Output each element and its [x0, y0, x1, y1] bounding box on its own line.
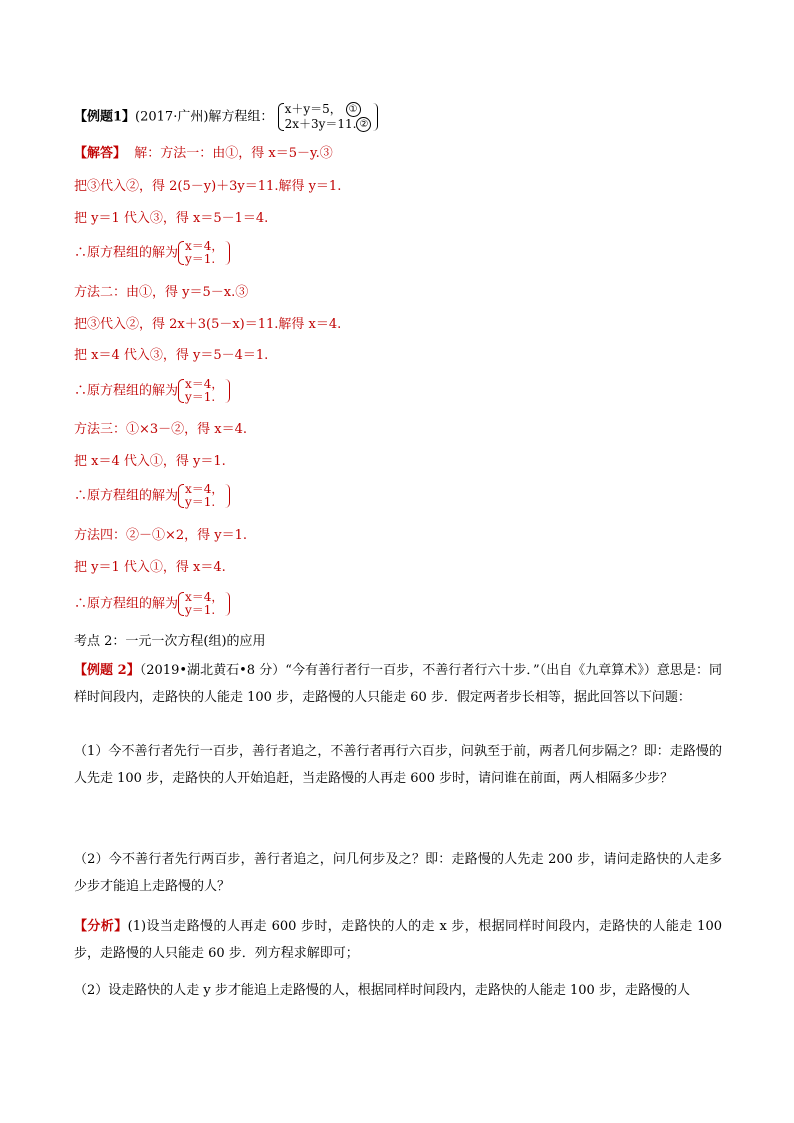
method-1-solution: ∴原方程组的解为 x＝4， y＝1.: [74, 240, 230, 266]
answer-tag: 【解答】: [74, 146, 127, 161]
question-2: （2）今不善行者先行两百步，善行者追之，问几何步及之？即：走路慢的人先走 200 步，请问走路快的人走多少步才能追上走路慢的人？: [74, 852, 722, 894]
method-3-step-1: 方法三：①×3－②，得 x＝4.: [74, 422, 248, 437]
analysis-part-1: [74, 913, 722, 967]
example-2-text: [74, 657, 722, 711]
method-3-solution: ∴原方程组的解为 x＝4， y＝1.: [74, 483, 230, 509]
example-1-prompt: 解方程组：: [208, 109, 274, 125]
method-4-solution: ∴原方程组的解为 x＝4， y＝1.: [74, 591, 230, 617]
method-3-step-2: 把 x＝4 代入①，得 y＝1.: [74, 454, 226, 469]
method-1-step-1: 解：方法一：由①，得 x＝5－y.③: [134, 146, 333, 161]
method-1-step-2: 把③代入②，得 2(5－y)＋3y＝11.解得 y＝1.: [74, 179, 342, 194]
analysis-tag: 【分析】: [74, 919, 128, 934]
section-heading: 考点 2：一元一次方程(组)的应用: [74, 634, 266, 649]
example-1-line: [74, 102, 378, 132]
question-1: （1）今不善行者先行一百步，善行者追之，不善行者再行六百步，问孰至于前，两者几何步隔之？即：走路慢的人先走 100 步，走路快的人开始追赶，当走路慢的人再走 600 步时，请问谁在前面，两人相隔多少步？: [74, 744, 722, 786]
answer-line-1: [74, 146, 333, 162]
method-1-step-3: 把 y＝1 代入③，得 x＝5－1＝4.: [74, 211, 269, 226]
example-1-source: (2017·广州): [135, 109, 209, 125]
method-4-step-1: 方法四：②－①×2，得 y＝1.: [74, 528, 248, 543]
analysis-part-2: （2）设走路快的人走 y 步才能追上走路慢的人，根据同样时间段内，走路快的人能走 100 步，走路慢的人: [74, 983, 690, 998]
example-1-tag: 【例题1】: [74, 109, 136, 125]
method-4-step-2: 把 y＝1 代入①，得 x＝4.: [74, 560, 226, 575]
analysis-part-1-text: (1)设当走路慢的人再走 600 步时，走路快的人的走 x 步，根据同样时间段内，走路快的人能走 100 步，走路慢的人只能走 60 步．列方程求解即可；: [74, 919, 722, 961]
example-2-body: （2019•湖北黄石•8 分）“今有善行者行一百步，不善行者行六十步．”（出自《九章算术》）意思是：同样时间段内，走路快的人能走 100 步，走路慢的人只能走 60 步．假定两者步长相等，据此回答以下问题：: [74, 663, 722, 705]
equation-2: 2x＋3y＝11. ②: [285, 117, 372, 132]
method-2-step-1: 方法二：由①，得 y＝5－x.③: [74, 285, 249, 300]
method-2-step-3: 把 x＝4 代入③，得 y＝5－4＝1.: [74, 348, 269, 363]
example-2-tag: 【例题 2】: [74, 663, 140, 678]
circled-1: ①: [346, 102, 361, 117]
equation-1: x＋y＝5， ①: [285, 102, 372, 117]
method-2-solution: ∴原方程组的解为 x＝4， y＝1.: [74, 378, 230, 404]
equation-system: [278, 102, 379, 132]
circled-2: ②: [356, 117, 371, 132]
method-2-step-2: 把③代入②，得 2x＋3(5－x)＝11.解得 x＝4.: [74, 317, 342, 332]
